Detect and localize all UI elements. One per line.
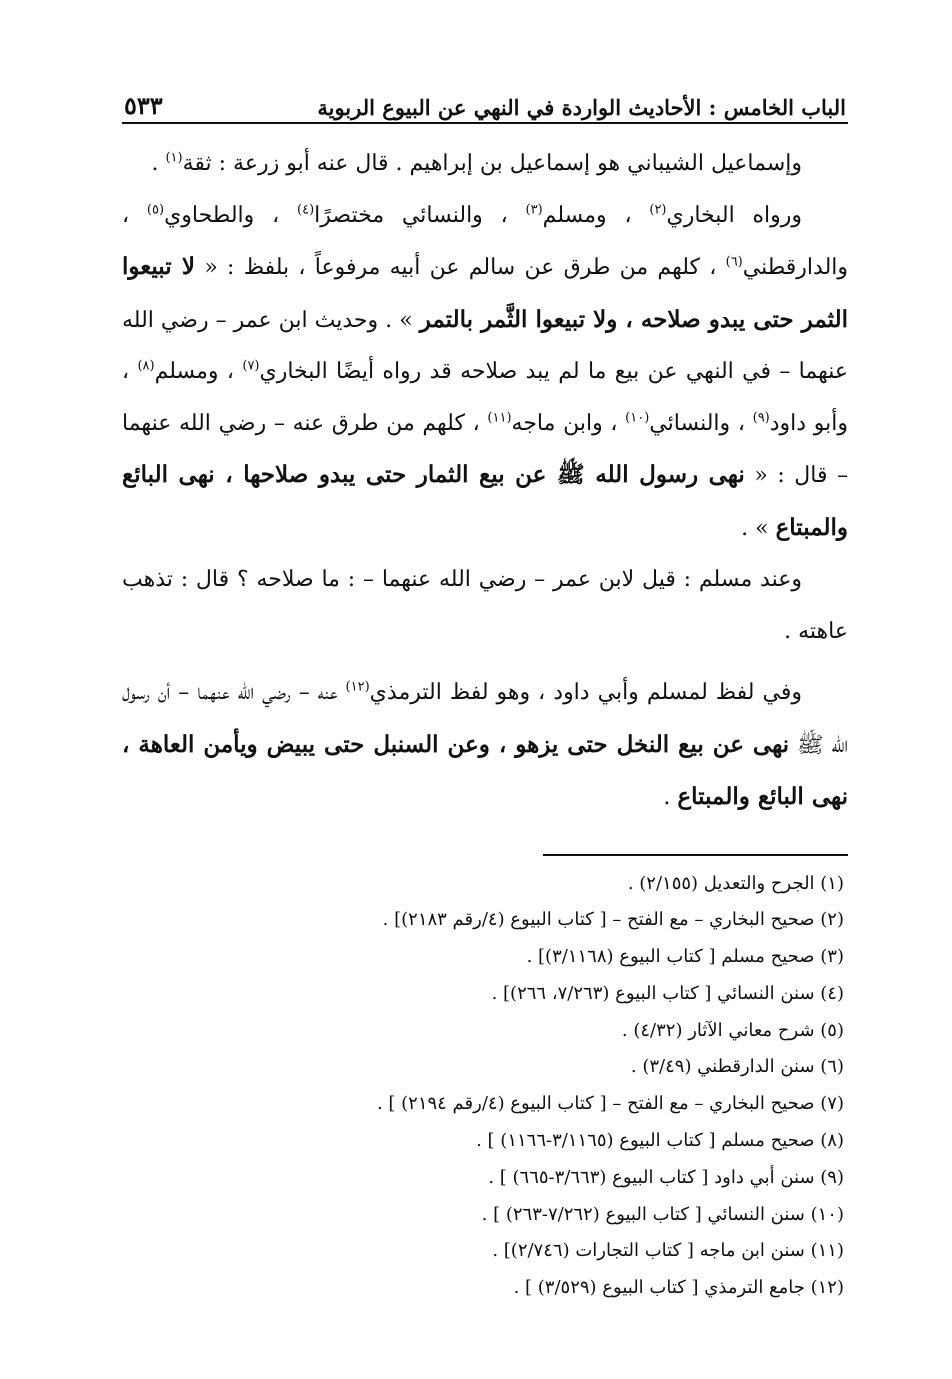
text-run: ، ومسلم xyxy=(154,359,243,384)
text-run: ، وابن ماجه xyxy=(511,410,626,436)
text-run: وإسماعيل الشيباني هو إسماعيل بن إبراهيم . قال عنه أبو زرعة : ثقة xyxy=(182,151,802,176)
text-run: ورواه البخاري xyxy=(666,202,803,228)
paragraph-2 xyxy=(122,190,848,555)
hadith-quote: لا تبيعوا الثمر حتى يبدو صلاحه ، ولا تبيعوا الثَّمر بالتمر xyxy=(122,253,848,333)
footnote-item: (٦) سنن الدارقطني (٣/٤٩) . xyxy=(630,1056,844,1078)
text-run: ، كلهم من طرق عن سالم عن أبيه مرفوعاً ، بلفظ : « xyxy=(195,255,726,280)
footnote-item: (١١) سنن ابن ماجه [ كتاب التجارات (٢/٧٤٦)] . xyxy=(492,1240,844,1262)
paragraph-1 xyxy=(122,138,848,190)
paragraph-3 xyxy=(122,554,848,657)
footnote-item: (٤) سنن النسائي [ كتاب البيوع (٧/٢٦٣، ٢٦٦)] . xyxy=(491,982,844,1004)
footnote-item: (٢) صحيح البخاري – مع الفتح – [ كتاب البيوع (٤/رقم ٢١٨٣)] . xyxy=(382,909,844,931)
footnotes-list xyxy=(122,866,848,1308)
footnote-ref: (٤) xyxy=(297,202,315,218)
footnote-divider xyxy=(543,854,848,856)
main-text xyxy=(122,138,848,824)
footnote-item: (٧) صحيح البخاري – مع الفتح – [ كتاب البيوع (٤/رقم ٢١٩٤) ] . xyxy=(376,1093,844,1115)
footnote-item: (٥) شرح معاني الآثار (٤/٣٢) . xyxy=(621,1019,844,1041)
hadith-quote: نهى عن بيع النخل حتى يزهو ، وعن السنبل حتى يبيض ويأمن العاهة ، نهى البائع والمبتاع xyxy=(122,730,848,810)
text-run: وعند مسلم : قيل لابن عمر – رضي الله عنهما – : ما صلاحه ؟ قال : تذهب عاهته . xyxy=(122,567,848,644)
footnote-ref: (٥) xyxy=(146,202,165,218)
footnote-ref: (٣) xyxy=(525,202,543,218)
footnote-item: (٣) صحيح مسلم [ كتاب البيوع (٣/١١٦٨)] . xyxy=(526,946,844,968)
text-run: ، والدارقطني xyxy=(122,202,849,280)
page-number: ٥٣٣ xyxy=(124,91,163,120)
book-page xyxy=(122,86,848,1307)
footnote-ref: (٧) xyxy=(242,358,260,374)
paragraph-4 xyxy=(122,667,848,824)
footnote-ref: (١٠) xyxy=(625,410,650,426)
hadith-quote: نهى رسول الله ﷺ عن بيع الثمار حتى يبدو صلاحها ، نهى البائع والمبتاع xyxy=(122,461,848,541)
footnote-ref: (١٢) xyxy=(345,679,370,695)
text-run: ، والنسائي مختصرًا xyxy=(314,202,526,228)
text-run: . xyxy=(663,785,678,810)
text-run: » . وحديث ابن عمر – رضي الله عنهما – في النهي عن بيع ما لم يبد صلاحه قد رواه أيضًا البخاري xyxy=(122,307,849,384)
text-run: ، كلهم من طرق عنه – رضي الله عنهما – قال : « xyxy=(122,410,848,488)
footnote-ref: (٦) xyxy=(725,254,743,270)
footnote-item: (٩) سنن أبي داود [ كتاب البيوع (٣/٦٦٣-٦٦٥) ] . xyxy=(488,1166,844,1188)
text-run: ، وأبو داود xyxy=(122,359,848,436)
chapter-title: الباب الخامس : الأحاديث الواردة في النهي عن البيوع الربوية xyxy=(317,95,846,120)
footnote-ref: (٢) xyxy=(649,202,667,218)
footnote-item: (١) الجرح والتعديل (٢/١٥٥) . xyxy=(627,872,844,894)
footnote-ref: (٩) xyxy=(752,410,770,426)
text-run: ، والنسائي xyxy=(649,410,753,436)
footnote-item: (١٢) جامع الترمذي [ كتاب البيوع (٣/٥٢٩) ] . xyxy=(513,1277,844,1299)
text-run: ، ومسلم xyxy=(542,202,650,228)
text-run: عنه – رضي الله عنهما – أن رسول الله ﷺ xyxy=(122,680,848,758)
footnote-item: (٨) صحيح مسلم [ كتاب البيوع (٣/١١٦٥-١١٦٦) ] . xyxy=(476,1130,844,1152)
footnote-ref: (١) xyxy=(165,150,183,166)
footnote-ref: (٨) xyxy=(137,358,155,374)
text-run: وفي لفظ لمسلم وأبي داود ، وهو لفظ الترمذي xyxy=(369,680,802,705)
running-header xyxy=(122,86,848,124)
text-run: . xyxy=(151,151,166,176)
footnote-ref: (١١) xyxy=(487,410,512,426)
footnote-item: (١٠) سنن النسائي [ كتاب البيوع (٧/٢٦٢-٢٦٣) ] . xyxy=(481,1203,844,1225)
text-run: » . xyxy=(741,515,776,541)
text-run: ، والطحاوي xyxy=(164,202,298,228)
